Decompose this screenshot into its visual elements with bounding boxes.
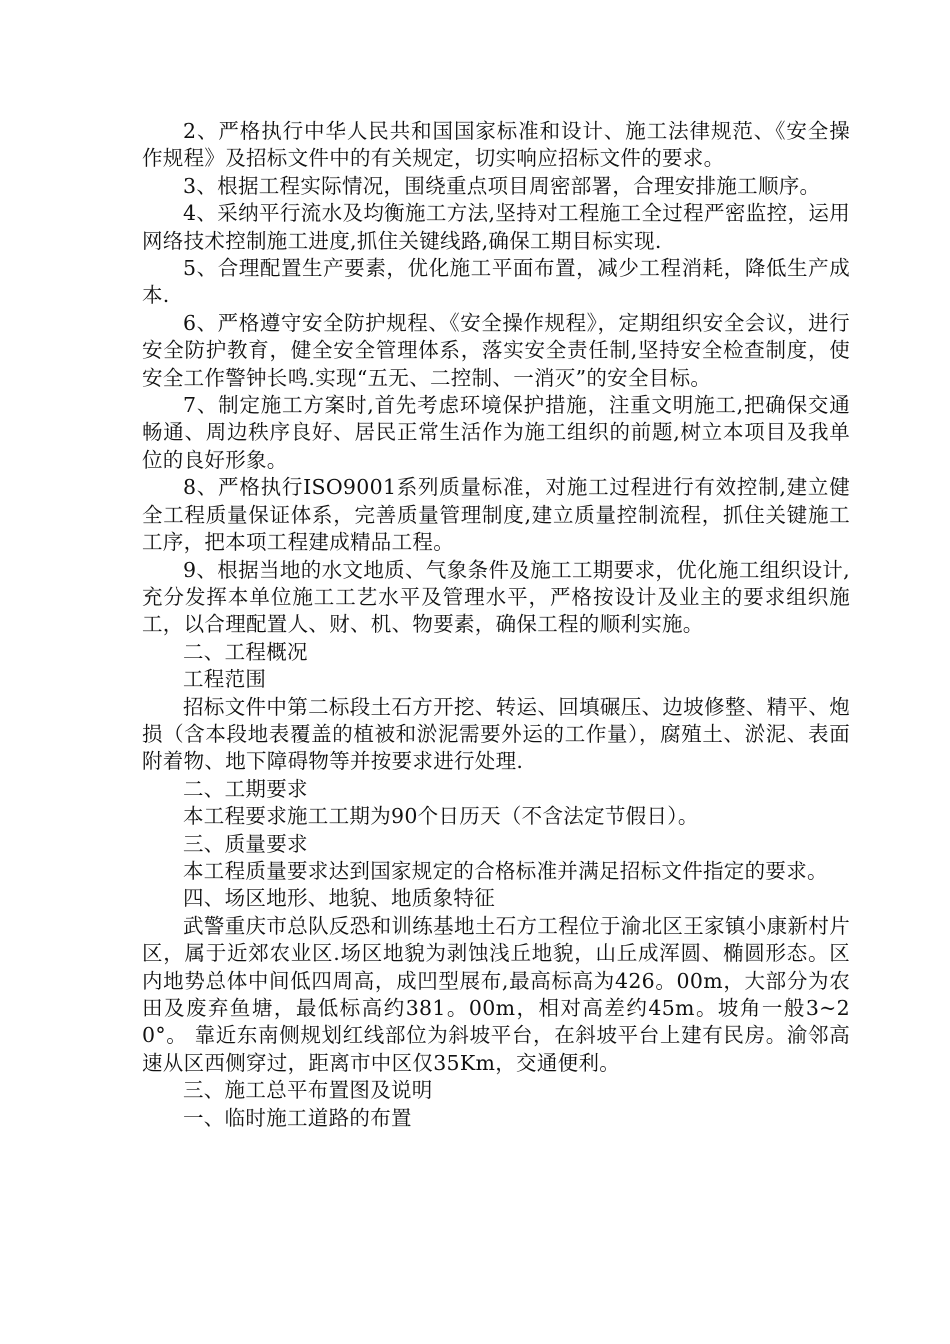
heading-project-scope: 工程范围	[183, 667, 267, 692]
paragraph-principle-9: 9、根据当地的水文地质、气象条件及施工工期要求，优化施工组织设计,充分发挥本单位施工工艺水平及管理水平，严格按设计及业主的要求组织施工，以合理配置人、财、机、物要素，确保工程的顺利实施。	[142, 557, 850, 637]
heading-site-layout: 三、施工总平布置图及说明	[183, 1078, 433, 1103]
paragraph-schedule-requirements: 本工程要求施工工期为90个日历天（不含法定节假日）。	[183, 804, 699, 829]
paragraph-principle-5: 5、合理配置生产要素，优化施工平面布置，减少工程消耗，降低生产成本.	[142, 256, 850, 308]
heading-temporary-roads: 一、临时施工道路的布置	[183, 1105, 412, 1130]
paragraph-site-terrain: 武警重庆市总队反恐和训练基地土石方工程位于渝北区王家镇小康新村片区，属于近郊农业区.场区地貌为剥蚀浅丘地貌，山丘成浑圆、椭圆形态。区内地势总体中间低四周高，成凹型展布,最高标高为426。00m，大部分为农田及废弃鱼塘，最低标高约381。00m，相对高差约45m。坡角一般3~20°。 靠近东南侧规划红线部位为斜坡平台，在斜坡平台上建有民房。渝邻高速从区西侧穿过，距离市中区仅35Km，交通便利。	[142, 913, 850, 1075]
paragraph-principle-7: 7、制定施工方案时,首先考虑环境保护措施，注重文明施工,把确保交通畅通、周边秩序良好、居民正常生活作为施工组织的前题,树立本项目及我单位的良好形象。	[142, 393, 850, 472]
paragraph-principle-4: 4、采纳平行流水及均衡施工方法,坚持对工程施工全过程严密监控，运用网络技术控制施工进度,抓住关键线路,确保工期目标实现.	[142, 201, 850, 253]
heading-quality-requirements: 三、质量要求	[183, 831, 308, 856]
paragraph-principle-8: 8、严格执行ISO9001系列质量标准，对施工过程进行有效控制,建立健全工程质量保证体系，完善质量管理制度,建立质量控制流程，抓住关键施工工序，把本项工程建成精品工程。	[142, 475, 850, 555]
heading-site-terrain: 四、场区地形、地貌、地质象特征	[183, 886, 495, 911]
paragraph-quality-requirements: 本工程质量要求达到国家规定的合格标准并满足招标文件指定的要求。	[183, 858, 828, 883]
document-page	[142, 118, 850, 1132]
paragraph-principle-6: 6、严格遵守安全防护规程、《安全操作规程》，定期组织安全会议，进行安全防护教育，健全安全管理体系，落实安全责任制,坚持安全检查制度，使安全工作警钟长鸣.实现“五无、二控制、一消灭”的安全目标。	[142, 310, 850, 390]
paragraph-project-scope: 招标文件中第二标段土石方开挖、转运、回填碾压、边坡修整、精平、炮损（含本段地表覆盖的植被和淤泥需要外运的工作量），腐殖土、淤泥、表面附着物、地下障碍物等并按要求进行处理.	[142, 694, 850, 774]
heading-project-overview: 二、工程概况	[183, 639, 308, 664]
paragraph-principle-2: 2、严格执行中华人民共和国国家标准和设计、施工法律规范、《安全操作规程》及招标文件中的有关规定，切实响应招标文件的要求。	[142, 119, 850, 171]
heading-schedule-requirements: 二、工期要求	[183, 776, 308, 801]
paragraph-principle-3: 3、根据工程实际情况，围绕重点项目周密部署，合理安排施工顺序。	[183, 173, 821, 198]
